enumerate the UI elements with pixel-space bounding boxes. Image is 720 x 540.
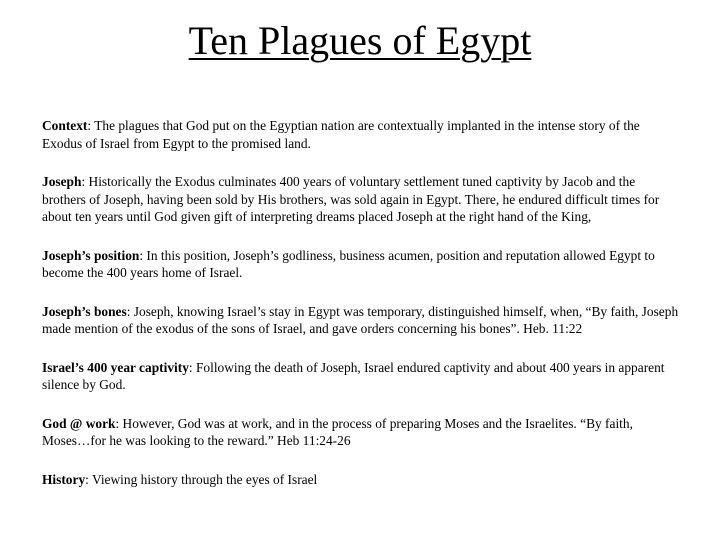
paragraph-context xyxy=(42,117,682,152)
paragraph-josephs-position xyxy=(42,247,682,282)
paragraph-joseph xyxy=(42,173,682,226)
paragraph-god-at-work xyxy=(42,415,682,450)
paragraph-text: : However, God was at work, and in the process of preparing Moses and the Israelites. “By faith, Moses…for he was looking to the reward.” Heb 11:24-26 xyxy=(42,415,633,448)
paragraph-israels-captivity xyxy=(42,359,682,394)
paragraph-text: : Historically the Exodus culminates 400 years of voluntary settlement tuned captivity by Jacob and the brothers of Joseph, having been sold by His brothers, was sold again in Egypt. There, he endured difficult times for about ten years until God given gift of interpreting dreams placed Joseph at the right hand of the King, xyxy=(42,174,660,224)
paragraph-term: Joseph xyxy=(42,174,82,189)
paragraph-term: History xyxy=(42,471,86,487)
paragraph-term: Israel’s 400 year captivity xyxy=(42,359,189,375)
paragraph-text: : The plagues that God put on the Egyptian nation are contextually implanted in the intense story of the Exodus of Israel from Egypt to the promised land. xyxy=(42,118,640,151)
slide-body xyxy=(42,117,682,509)
slide-title: Ten Plagues of Egypt xyxy=(188,18,532,63)
paragraph-term: Context xyxy=(42,118,88,133)
paragraph-text: : Viewing history through the eyes of Israel xyxy=(85,471,318,487)
paragraph-text: : In this position, Joseph’s godliness, business acumen, position and reputation allowed Egypt to become the 400 years home of Israel. xyxy=(42,247,655,280)
paragraph-josephs-bones xyxy=(42,303,682,338)
paragraph-text: : Following the death of Joseph, Israel endured captivity and about 400 years in apparent silence by God. xyxy=(42,359,665,392)
paragraph-term: Joseph’s position xyxy=(42,247,140,263)
paragraph-history xyxy=(42,471,682,489)
paragraph-term: Joseph’s bones xyxy=(42,303,127,319)
paragraph-term: God @ work xyxy=(42,415,116,431)
paragraph-text: : Joseph, knowing Israel’s stay in Egypt was temporary, distinguished himself, when, “By faith, Joseph made mention of the exodus of the sons of Israel, and gave orders concerning his bones”. Heb. 11:22 xyxy=(42,303,679,336)
